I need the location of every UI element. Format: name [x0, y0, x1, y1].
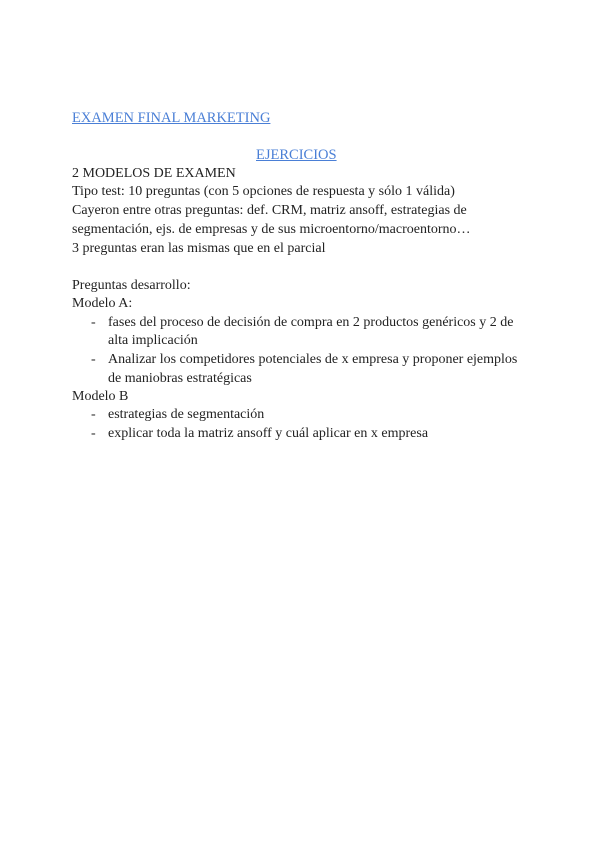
text-line: Tipo test: 10 preguntas (con 5 opciones de respuesta y sólo 1 válida) [72, 184, 455, 199]
dash-bullet: - [91, 352, 96, 367]
text-line: segmentación, ejs. de empresas y de sus microentorno/macroentorno… [72, 222, 471, 237]
dash-bullet: - [91, 426, 96, 441]
text-line: Cayeron entre otras preguntas: def. CRM, matriz ansoff, estrategias de [72, 203, 467, 218]
list-item-text: fases del proceso de decisión de compra en 2 productos genéricos y 2 de [108, 315, 514, 330]
section-heading: EJERCICIOS [256, 147, 337, 163]
list-item-text: estrategias de segmentación [108, 407, 265, 422]
list-item-text: alta implicación [108, 333, 198, 348]
text-line: 3 preguntas eran las mismas que en el parcial [72, 241, 326, 256]
model-a-label: Modelo A: [72, 296, 133, 311]
list-item-text: Analizar los competidores potenciales de x empresa y proponer ejemplos [108, 352, 518, 367]
dash-bullet: - [91, 315, 96, 330]
list-item-text: de maniobras estratégicas [108, 371, 252, 386]
document-title: EXAMEN FINAL MARKETING [72, 110, 271, 126]
list-item-text: explicar toda la matriz ansoff y cuál aplicar en x empresa [108, 426, 429, 441]
dash-bullet: - [91, 407, 96, 422]
model-b-label: Modelo B [72, 389, 129, 404]
text-line: 2 MODELOS DE EXAMEN [72, 166, 236, 181]
development-label: Preguntas desarrollo: [72, 278, 191, 293]
